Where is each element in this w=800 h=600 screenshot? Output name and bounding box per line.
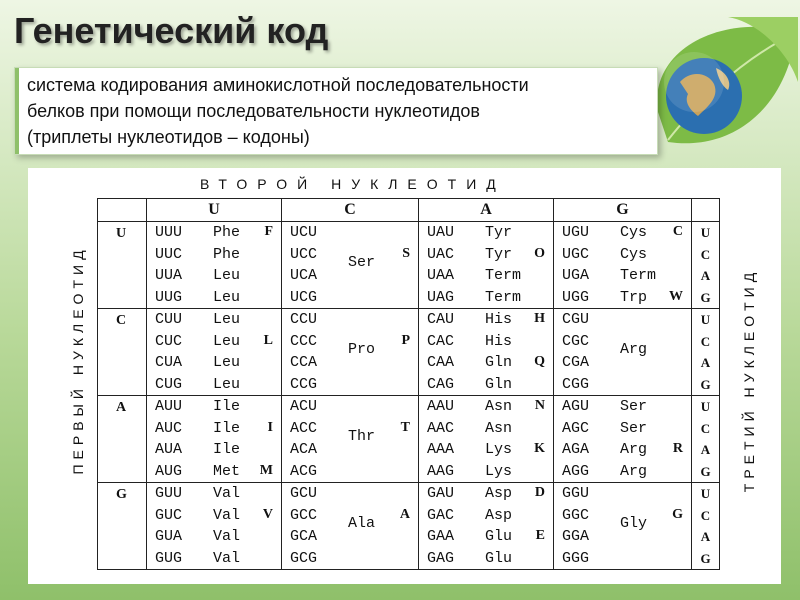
genetic-code-table <box>97 198 720 570</box>
codon-line <box>554 265 691 287</box>
codon: UCG <box>290 288 318 306</box>
amino-acid: Trp <box>620 288 648 306</box>
amino-acid: Asn <box>485 419 513 437</box>
codon-line <box>419 396 553 418</box>
codon-line <box>147 352 281 374</box>
first-base-cell <box>98 222 147 309</box>
codon: UUC <box>155 245 183 263</box>
one-letter-code: A <box>399 506 410 522</box>
codon: ACA <box>290 441 318 458</box>
codon: AAC <box>427 419 455 437</box>
codon-line <box>419 526 553 548</box>
codon-line <box>147 265 281 287</box>
codon: UGA <box>562 267 590 284</box>
codon-row <box>98 309 720 396</box>
codon-cell <box>419 309 554 396</box>
codon-cell-content <box>554 309 691 395</box>
one-letter-code: P <box>401 332 410 348</box>
third-base-label: U <box>700 312 711 327</box>
amino-acid: Glu <box>485 549 513 567</box>
codon: GGG <box>562 549 590 567</box>
codon-line <box>554 374 691 396</box>
codon-line <box>419 244 553 266</box>
first-base-label: U <box>116 226 127 241</box>
first-base-cell <box>98 309 147 396</box>
codon-line <box>147 222 281 244</box>
one-letter-code: K <box>534 441 545 456</box>
one-letter-code: T <box>400 419 410 435</box>
codon-line <box>282 483 418 505</box>
amino-acid: Ile <box>213 398 241 415</box>
third-base-label: A <box>700 442 711 457</box>
amino-acid-group: Arg <box>620 340 648 358</box>
codon-line <box>282 548 418 570</box>
codon-line <box>147 483 281 505</box>
codon-line <box>147 287 281 309</box>
codon-cell-content <box>282 483 418 569</box>
codon-line <box>419 265 553 287</box>
codon-line <box>419 287 553 309</box>
first-base-label: G <box>116 487 127 502</box>
amino-acid: Ile <box>213 441 241 458</box>
third-base-label: U <box>700 225 711 240</box>
third-base-label: G <box>700 376 711 392</box>
amino-acid: Gln <box>485 354 513 371</box>
codon-line <box>147 548 281 570</box>
codon: AAU <box>427 398 455 415</box>
amino-acid: Phe <box>213 245 241 263</box>
codon: GUG <box>155 549 183 567</box>
one-letter-code: M <box>259 462 273 478</box>
second-base-header: G <box>554 199 692 222</box>
codon-cell <box>282 222 419 309</box>
amino-acid: Glu <box>485 528 513 545</box>
amino-acid: Term <box>485 267 522 284</box>
codon: UCC <box>290 245 318 263</box>
codon: GCA <box>290 528 318 545</box>
codon-line <box>282 461 418 483</box>
third-base-label: A <box>700 268 711 283</box>
codon: UAU <box>427 224 455 241</box>
codon-cell <box>147 483 282 570</box>
definition-accent-bar <box>15 68 19 154</box>
codon-cell <box>282 396 419 483</box>
third-base-label: C <box>700 507 711 523</box>
codon: AUG <box>155 462 183 480</box>
codon-cell <box>147 309 282 396</box>
amino-acid: Val <box>213 506 241 524</box>
codon: AGC <box>562 419 590 437</box>
codon: AAA <box>427 441 455 458</box>
amino-acid-group: Ala <box>348 514 376 532</box>
codon-cell <box>419 396 554 483</box>
codon-line <box>147 505 281 527</box>
codon: CAU <box>427 311 455 328</box>
one-letter-code: E <box>535 528 545 543</box>
first-base-label: A <box>116 400 127 415</box>
codon-cell-content <box>554 396 691 482</box>
codon: AGU <box>562 398 590 415</box>
amino-acid-group: Gly <box>620 514 648 532</box>
amino-acid: Term <box>485 288 522 306</box>
codon-cell <box>282 309 419 396</box>
codon-cell <box>419 483 554 570</box>
codon: CGC <box>562 332 590 350</box>
codon-cell-content <box>419 222 553 308</box>
codon: GGC <box>562 506 590 524</box>
third-base-label: A <box>700 529 711 544</box>
codon: CCU <box>290 311 318 328</box>
table-corner <box>98 199 147 222</box>
first-nucleotide-label: ПЕРВЫЙ НУКЛЕОТИД <box>70 245 86 475</box>
one-letter-code: S <box>402 245 410 261</box>
codon-cell <box>554 309 692 396</box>
third-base-cell <box>692 222 720 309</box>
codon: CUC <box>155 332 183 350</box>
one-letter-code: D <box>534 485 545 500</box>
amino-acid: Arg <box>620 441 648 458</box>
one-letter-code: Q <box>534 354 545 369</box>
codon-cell-content <box>282 396 418 482</box>
codon-line <box>419 418 553 440</box>
codon: GAU <box>427 485 455 502</box>
third-base-label: C <box>700 333 711 349</box>
amino-acid: Tyr <box>485 245 513 263</box>
codon-line <box>419 505 553 527</box>
third-base-corner <box>692 199 720 222</box>
codon-cell-content <box>419 309 553 395</box>
codon-row <box>98 483 720 570</box>
codon: UUG <box>155 288 183 306</box>
codon-cell <box>554 483 692 570</box>
codon: GAG <box>427 549 455 567</box>
codon-line <box>419 222 553 244</box>
codon-line <box>282 396 418 418</box>
codon: GCU <box>290 485 318 502</box>
codon: CAA <box>427 354 455 371</box>
codon-row <box>98 396 720 483</box>
first-base-cell <box>98 396 147 483</box>
third-base-label: C <box>700 420 711 436</box>
codon: AAG <box>427 462 455 480</box>
codon: CGU <box>562 311 590 328</box>
codon-line <box>282 309 418 331</box>
third-base-label: U <box>700 486 711 501</box>
codon: UGG <box>562 288 590 306</box>
codon: ACU <box>290 398 318 415</box>
second-base-header: C <box>282 199 419 222</box>
codon-cell-content <box>282 222 418 308</box>
codon-line <box>147 396 281 418</box>
third-base-cell <box>692 483 720 570</box>
codon: CGG <box>562 375 590 393</box>
codon: UAC <box>427 245 455 263</box>
amino-acid: Leu <box>213 267 241 284</box>
codon: GUC <box>155 506 183 524</box>
amino-acid-group: Pro <box>348 340 376 358</box>
codon: GGU <box>562 485 590 502</box>
codon: ACG <box>290 462 318 480</box>
codon: UCU <box>290 224 318 241</box>
codon: CCC <box>290 332 318 350</box>
amino-acid: His <box>485 332 513 350</box>
third-base-label: G <box>700 550 711 566</box>
codon-line <box>147 418 281 440</box>
codon: ACC <box>290 419 318 437</box>
codon: UAA <box>427 267 455 284</box>
codon: GUA <box>155 528 183 545</box>
amino-acid: Met <box>213 462 241 480</box>
definition-box <box>14 67 658 155</box>
second-base-header: U <box>147 199 282 222</box>
definition-line: (триплеты нуклеотидов – кодоны) <box>27 127 310 147</box>
codon: AUC <box>155 419 183 437</box>
codon-line <box>554 439 691 461</box>
codon-line <box>554 461 691 483</box>
codon-line <box>147 331 281 353</box>
amino-acid: Leu <box>213 311 241 328</box>
codon-line <box>554 396 691 418</box>
third-base-label: G <box>700 463 711 479</box>
codon-line <box>282 222 418 244</box>
codon-cell-content <box>147 396 281 482</box>
codon: CCG <box>290 375 318 393</box>
codon-cell <box>282 483 419 570</box>
codon-cell <box>554 396 692 483</box>
codon-cell-content <box>147 309 281 395</box>
third-base-label: U <box>700 399 711 414</box>
amino-acid: Asp <box>485 506 513 524</box>
codon: UUU <box>155 224 183 241</box>
amino-acid: Leu <box>213 354 241 371</box>
codon: CUG <box>155 375 183 393</box>
one-letter-code: F <box>264 224 273 239</box>
codon: CUU <box>155 311 183 328</box>
second-base-header: A <box>419 199 554 222</box>
codon-line <box>554 309 691 331</box>
amino-acid: Ser <box>620 398 648 415</box>
amino-acid: Arg <box>620 462 648 480</box>
codon-line <box>419 548 553 570</box>
one-letter-code: L <box>263 332 273 348</box>
codon: UAG <box>427 288 455 306</box>
codon: AGA <box>562 441 590 458</box>
codon-line <box>282 287 418 309</box>
third-nucleotide-label: ТРЕТИЙ НУКЛЕОТИД <box>741 267 757 493</box>
codon-cell-content <box>554 483 691 569</box>
amino-acid: Cys <box>620 245 648 263</box>
codon: GAA <box>427 528 455 545</box>
amino-acid: Lys <box>485 441 513 458</box>
slide-title: Генетический код <box>14 10 329 51</box>
codon-line <box>147 374 281 396</box>
amino-acid: Lys <box>485 462 513 480</box>
codon-line <box>419 374 553 396</box>
codon-cell-content <box>147 222 281 308</box>
codon: AGG <box>562 462 590 480</box>
codon-line <box>419 352 553 374</box>
one-letter-code: R <box>672 441 683 456</box>
definition-line: система кодирования аминокислотной последовательности <box>27 75 529 95</box>
one-letter-code: N <box>534 398 545 413</box>
codon: GAC <box>427 506 455 524</box>
codon: UCA <box>290 267 318 284</box>
amino-acid: Asp <box>485 485 513 502</box>
codon-line <box>554 222 691 244</box>
codon: CUA <box>155 354 183 371</box>
codon: UGU <box>562 224 590 241</box>
amino-acid: Asn <box>485 398 513 415</box>
codon-cell-content <box>419 483 553 569</box>
codon: CAC <box>427 332 455 350</box>
third-base-cell <box>692 309 720 396</box>
codon: GUU <box>155 485 183 502</box>
codon-cell <box>419 222 554 309</box>
definition-line: белков при помощи последовательности нуклеотидов <box>27 101 480 121</box>
codon: UUA <box>155 267 183 284</box>
codon-cell-content <box>554 222 691 308</box>
one-letter-code: W <box>669 288 683 304</box>
amino-acid: Val <box>213 549 241 567</box>
codon: GGA <box>562 528 590 545</box>
codon-line <box>419 309 553 331</box>
codon-line <box>554 418 691 440</box>
codon-line <box>282 374 418 396</box>
one-letter-code: C <box>672 224 683 239</box>
codon-line <box>554 548 691 570</box>
one-letter-code: H <box>534 311 545 326</box>
first-base-cell <box>98 483 147 570</box>
codon: GCC <box>290 506 318 524</box>
codon-line <box>554 483 691 505</box>
second-nucleotide-label: ВТОРОЙ НУКЛЕОТИД <box>200 176 506 192</box>
codon: CGA <box>562 354 590 371</box>
amino-acid-group: Thr <box>348 427 376 445</box>
codon: AUA <box>155 441 183 458</box>
codon-line <box>419 439 553 461</box>
codon-line <box>147 309 281 331</box>
one-letter-code: G <box>672 506 683 522</box>
third-base-label: A <box>700 355 711 370</box>
amino-acid: His <box>485 311 513 328</box>
first-base-label: C <box>116 313 127 328</box>
codon-cell <box>147 222 282 309</box>
amino-acid: Leu <box>213 375 241 393</box>
codon-line <box>419 483 553 505</box>
codon: CCA <box>290 354 318 371</box>
amino-acid: Term <box>620 267 657 284</box>
codon-line <box>419 331 553 353</box>
codon-line <box>147 439 281 461</box>
codon-line <box>419 461 553 483</box>
amino-acid: Val <box>213 485 241 502</box>
codon: UGC <box>562 245 590 263</box>
one-letter-code: I <box>267 419 273 435</box>
amino-acid: Gln <box>485 375 513 393</box>
codon: GCG <box>290 549 318 567</box>
amino-acid: Leu <box>213 332 241 350</box>
one-letter-code: V <box>262 506 273 522</box>
amino-acid: Val <box>213 528 241 545</box>
second-base-header-row <box>98 199 720 222</box>
codon-cell-content <box>147 483 281 569</box>
third-base-label: G <box>700 289 711 305</box>
third-base-cell <box>692 396 720 483</box>
codon-row <box>98 222 720 309</box>
codon-cell <box>147 396 282 483</box>
codon-line <box>147 244 281 266</box>
one-letter-code: O <box>534 245 545 261</box>
codon-line <box>554 244 691 266</box>
amino-acid-group: Ser <box>348 253 376 271</box>
third-base-label: C <box>700 246 711 262</box>
codon-cell-content <box>419 396 553 482</box>
amino-acid: Cys <box>620 224 648 241</box>
codon-cell <box>554 222 692 309</box>
codon: CAG <box>427 375 455 393</box>
amino-acid: Tyr <box>485 224 513 241</box>
amino-acid: Ser <box>620 419 648 437</box>
amino-acid: Leu <box>213 288 241 306</box>
amino-acid: Phe <box>213 224 241 241</box>
codon-line <box>147 526 281 548</box>
codon: AUU <box>155 398 183 415</box>
codon-cell-content <box>282 309 418 395</box>
amino-acid: Ile <box>213 419 241 437</box>
